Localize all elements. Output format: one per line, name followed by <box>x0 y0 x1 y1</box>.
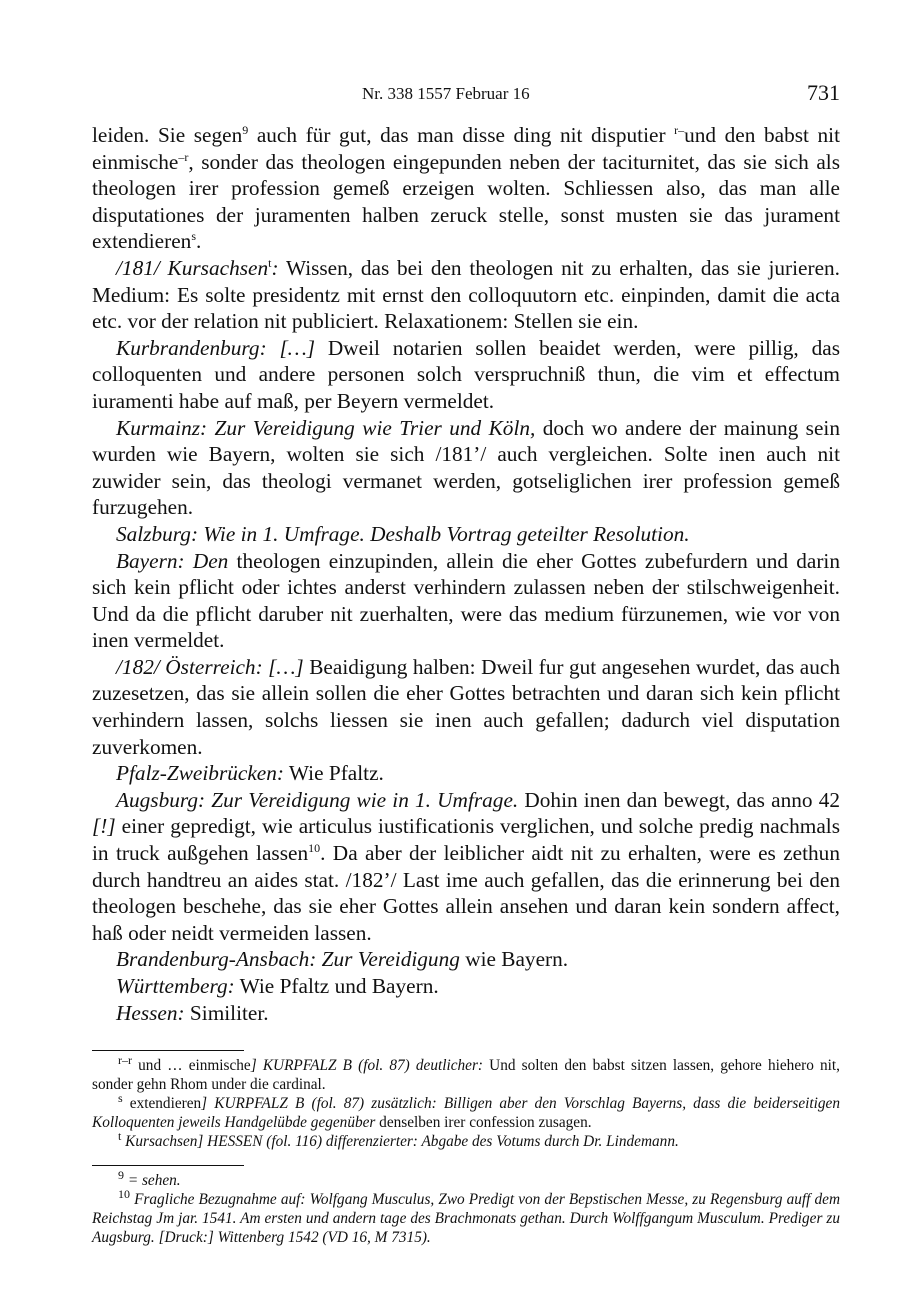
italic-text: Salzburg: Wie in 1. Umfrage. Deshalb Vortrag geteilter Resolution. <box>116 521 690 546</box>
text: denselben irer confession zusagen. <box>375 1114 592 1132</box>
text: extendieren <box>122 1095 202 1113</box>
text: . Da aber der leiblicher aidt nit zu erhalten, were es zethun durch handtreu an aides stat. /182’/ Last ime auch gefallen, das die erinnerung bei den theologen beschehe, das sie eher Gottes allein ansehen und daran kein sondern affect, haß oder neidt vermeiden lassen. <box>92 841 840 945</box>
italic-text: Kurmainz: Zur Vereidigung wie Trier und Köln, <box>116 415 536 440</box>
text: Wissen, das bei den theologen nit zu erhalten, das sie jurieren. Medium: Es solte presidentz mit ernst den colloquutorn etc. einpinden, damit die acta etc. vor der relation nit publiciert. Relaxationem: Stellen sie ein. <box>92 255 840 334</box>
text: Wie Pfaltz und Bayern. <box>234 974 439 998</box>
paragraph <box>92 335 840 415</box>
text: Wie Pfaltz. <box>283 761 384 786</box>
text: und … einmische <box>132 1057 251 1075</box>
footnote-divider <box>92 1050 244 1051</box>
italic-text: = sehen. <box>124 1172 181 1190</box>
text: Beaidigung halben: Dweil fur gut angesehen wurdet, das auch zuzesetzen, das sie allein sollen die eher Gottes betrachten und daran sich kein pflicht verhindern lassen, solchs liessen sie inen auch gefallen; dadurch viel disputation zuverkomen. <box>92 654 840 759</box>
paragraph <box>92 1000 840 1027</box>
note-marker: 10 <box>118 1187 130 1202</box>
paragraph <box>92 521 840 548</box>
paragraph <box>92 255 840 335</box>
header-title: Nr. 338 1557 Februar 16 <box>362 84 530 103</box>
footnote-divider <box>92 1165 244 1166</box>
paragraph <box>92 654 840 760</box>
page-number: 731 <box>807 80 840 105</box>
italic-text: Pfalz-Zweibrücken: <box>116 761 284 786</box>
italic-text: Württemberg: <box>116 974 235 998</box>
italic-text: /182/ Österreich: […] <box>116 654 304 679</box>
text: doch wo andere der mainung sein wurden wie Bayern, wolten sie sich /181’/ auch vergleichen. Solte inen auch nit zuwider sein, das theologi vermanet werden, gotseliglichen irer profession gemeß furzugehen. <box>92 415 840 520</box>
numbered-footnotes <box>92 1168 840 1247</box>
paragraph <box>92 973 840 1000</box>
paragraph <box>92 787 840 947</box>
running-header <box>92 80 840 110</box>
footnote <box>92 1129 840 1151</box>
italic-text: Kursachsen] HESSEN (fol. 116) differenzierter: Abgabe des Votums durch Dr. Lindemann. <box>121 1133 679 1151</box>
paragraph <box>92 760 840 787</box>
text: wie Bayern. <box>459 947 569 972</box>
text: Similiter. <box>184 1000 269 1025</box>
main-text <box>92 122 840 1026</box>
note-marker: r– <box>674 122 685 137</box>
text: auch für gut, das man disse ding nit disputier <box>248 123 675 147</box>
text: theologen einzupinden, allein die eher Gottes zubefurdern und darin sich kein pflicht oder ichtes anderst verhindern zulassen neben der stilschweigenheit. Und da die pflicht daruber nit zuerhalten, were das medium fürzunemen, wie vor von inen vermeldet. <box>92 548 840 653</box>
italic-text: ] KURPFALZ B (fol. 87) zusätzlich: Billigen aber den Vorschlag Bayerns, dass die beiderseitigen Kolloquenten jeweils Handgelübde gegenüber <box>92 1095 840 1132</box>
note-marker: s <box>118 1091 123 1106</box>
note-marker: 9 <box>242 122 249 137</box>
footnote <box>92 1091 840 1132</box>
italic-text: Hessen: <box>116 1000 185 1025</box>
footnote <box>92 1168 840 1190</box>
text: , sonder das theologen eingepunden neben der taciturnitet, das sie sich als theologen irer profession gemeß erzeigen wolten. Schliessen also, das man alle disputationes der juramenten halben zeruck stelle, sonst musten sie das jurament extendieren <box>92 149 840 254</box>
note-marker: –r <box>178 149 189 164</box>
text: einer gepredigt, wie articulus iustificationis verglichen, und solche predig nachmals in truck außgehen lassen <box>92 814 840 866</box>
text: und den babst nit einmische <box>92 123 840 174</box>
paragraph <box>92 946 840 973</box>
text-critical-notes <box>92 1053 840 1151</box>
text: Und solten den babst sitzen lassen, gehore hiehero nit, sonder gehn Rhom under die cardinal. <box>92 1057 840 1094</box>
italic-text: Fragliche Bezugnahme auf: Wolfgang Musculus, Zwo Predigt von der Bepstischen Messe, zu Regensburg auff dem Reichstag Jm jar. 1541. Am ersten und andern tage des Brachmonats gethan. Durch Wolffgangum Musculum. Prediger zu Augsburg. [Druck:] Wittenberg 1542 (VD 16, M 7315). <box>92 1191 840 1247</box>
note-marker: 9 <box>118 1168 124 1183</box>
note-marker: t <box>118 1129 122 1144</box>
footnote <box>92 1187 840 1247</box>
text: Dweil notarien sollen beaidet werden, were pillig, das colloquenten und andere personen solch verspruchniß thun, die vim et effectum iuramenti habe auf maß, per Beyern vermeldet. <box>92 335 840 413</box>
italic-text: /181/ Kursachsen <box>116 255 269 280</box>
paragraph <box>92 548 840 654</box>
italic-text: : <box>271 255 279 280</box>
note-marker: r–r <box>118 1053 132 1068</box>
italic-text: ] KURPFALZ B (fol. 87) deutlicher: <box>250 1057 484 1075</box>
text: leiden. Sie segen <box>92 123 243 147</box>
note-marker: 10 <box>308 840 321 855</box>
italic-text: Kurbrandenburg: […] <box>116 335 316 360</box>
paragraph <box>92 122 840 255</box>
note-marker: t <box>268 255 272 270</box>
note-marker: s <box>191 229 197 244</box>
italic-text: Bayern: Den <box>116 548 229 573</box>
italic-text: Brandenburg-Ansbach: Zur Vereidigung <box>116 947 460 972</box>
italic-text: Augsburg: Zur Vereidigung wie in 1. Umfrage. <box>116 787 519 812</box>
italic-text: [!] <box>92 814 116 839</box>
footnote <box>92 1053 840 1094</box>
text: . <box>196 229 202 254</box>
paragraph <box>92 415 840 521</box>
text: Dohin inen dan bewegt, das anno 42 <box>518 787 840 812</box>
